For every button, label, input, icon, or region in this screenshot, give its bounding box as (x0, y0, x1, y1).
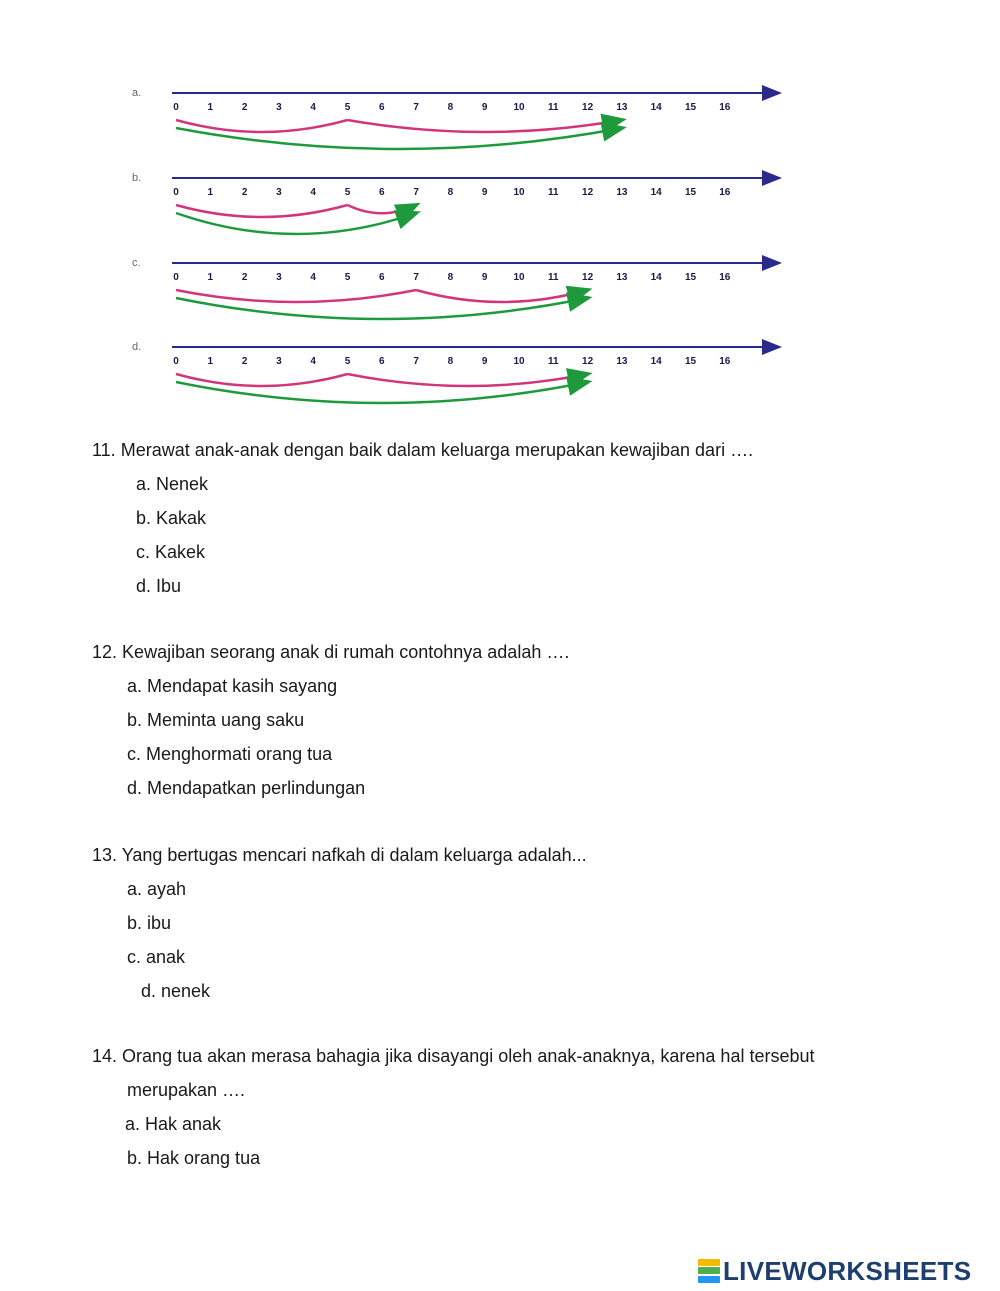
number-line-tick-label: 8 (447, 102, 454, 113)
number-line-tick-label: 9 (481, 187, 488, 198)
number-line-tick-label: 13 (616, 187, 628, 198)
number-line-tick-label: 8 (447, 356, 454, 367)
option-c[interactable] (92, 535, 753, 569)
question-12 (92, 635, 569, 805)
option-b[interactable] (92, 501, 753, 535)
option-d[interactable] (92, 974, 587, 1008)
option-list (92, 1107, 815, 1175)
pink-jump-arc (348, 205, 417, 213)
option-label: d. nenek (141, 981, 211, 1001)
number-line-tick-label: 5 (344, 272, 351, 283)
option-label: a. Nenek (136, 474, 209, 494)
number-line-tick-label: 6 (379, 272, 385, 283)
option-a[interactable] (92, 467, 753, 501)
logo-bar-yellow (698, 1259, 720, 1266)
pink-jump-arc (348, 374, 588, 386)
question-13 (92, 838, 587, 1008)
number-line-figure (0, 0, 1000, 420)
question-number: 11. (92, 440, 116, 460)
number-line-tick-label: 15 (684, 102, 697, 113)
number-line-tick-label: 11 (548, 102, 559, 113)
number-line-tick-label: 12 (582, 356, 594, 367)
option-list (92, 872, 587, 1008)
question-text-continued: merupakan …. (127, 1080, 246, 1100)
question-text: Orang tua akan merasa bahagia jika disayangi oleh anak-anaknya, karena hal tersebut (122, 1046, 815, 1066)
option-list (92, 669, 569, 805)
number-line-tick-label: 3 (276, 102, 282, 113)
number-line-tick-label: 3 (276, 272, 282, 283)
number-line-tick-label: 16 (719, 356, 731, 367)
question-number: 12. (92, 642, 118, 662)
number-line-tick-label: 1 (207, 102, 214, 113)
option-d[interactable] (92, 771, 569, 805)
number-line-tick-label: 8 (447, 272, 454, 283)
option-label: d. Mendapatkan perlindungan (127, 778, 366, 798)
number-line-tick-label: 11 (548, 356, 559, 367)
number-line-tick-label: 1 (207, 356, 214, 367)
option-a[interactable] (92, 872, 587, 906)
number-line-tick-label: 8 (447, 187, 454, 198)
number-line-tick-label: 0 (173, 187, 179, 198)
number-line-tick-label: 3 (276, 356, 282, 367)
option-list (92, 467, 753, 603)
number-line-tick-label: 14 (650, 356, 662, 367)
number-line-tick-label: 2 (241, 187, 248, 198)
number-line-tick-label: 4 (310, 356, 316, 367)
question-text: Yang bertugas mencari nafkah di dalam keluarga adalah... (121, 845, 587, 865)
pink-jump-arc (416, 290, 587, 302)
question-number: 13. (92, 845, 118, 865)
option-label: d. Ibu (136, 576, 182, 596)
number-line-tick-label: 7 (413, 102, 419, 113)
number-line-tick-label: 14 (650, 102, 662, 113)
option-label: c. anak (127, 947, 186, 967)
question-11 (92, 433, 753, 603)
number-line-tick-label: 4 (310, 272, 316, 283)
logo-bar-blue (698, 1276, 720, 1283)
option-label: a. ayah (127, 879, 187, 899)
number-line-tick-label: 1 (207, 272, 214, 283)
option-a[interactable] (92, 669, 569, 703)
number-line-tick-label: 7 (413, 272, 419, 283)
number-line-tick-label: 10 (513, 272, 525, 283)
option-label: b. Meminta uang saku (127, 710, 305, 730)
number-line-tick-label: 9 (481, 356, 488, 367)
number-line-label: c. (132, 257, 141, 269)
number-line-tick-label: 2 (241, 356, 248, 367)
number-line-tick-label: 16 (719, 272, 731, 283)
question-number: 14. (92, 1046, 118, 1066)
liveworksheets-icon (698, 1259, 720, 1283)
number-line-tick-label: 10 (513, 102, 525, 113)
number-line-tick-label: 0 (173, 272, 179, 283)
option-label: b. Hak orang tua (127, 1148, 261, 1168)
number-line-tick-label: 3 (276, 187, 282, 198)
number-line-tick-label: 15 (684, 356, 697, 367)
number-line-tick-label: 11 (548, 187, 559, 198)
number-line-tick-label: 11 (548, 272, 559, 283)
option-b[interactable] (92, 703, 569, 737)
liveworksheets-logo[interactable] (698, 1255, 971, 1287)
option-label: a. Mendapat kasih sayang (127, 676, 338, 696)
number-line-tick-label: 12 (582, 272, 594, 283)
option-label: a. Hak anak (125, 1114, 222, 1134)
question-text: Kewajiban seorang anak di rumah contohnya adalah …. (122, 642, 570, 662)
number-line-tick-label: 13 (616, 102, 628, 113)
option-label: b. Kakak (136, 508, 207, 528)
number-line-tick-label: 12 (582, 187, 594, 198)
number-line-tick-label: 15 (684, 272, 697, 283)
number-line-tick-label: 14 (650, 187, 662, 198)
question-14 (92, 1039, 815, 1175)
option-d[interactable] (92, 569, 753, 603)
number-line-tick-label: 4 (310, 102, 316, 113)
number-line-tick-label: 15 (684, 187, 697, 198)
number-line-tick-label: 5 (344, 356, 351, 367)
number-line-tick-label: 13 (616, 272, 628, 283)
number-line-tick-label: 2 (241, 272, 248, 283)
option-c[interactable] (92, 737, 569, 771)
number-line-tick-label: 4 (310, 187, 316, 198)
pink-jump-arc (176, 205, 348, 217)
logo-bar-green (698, 1267, 720, 1274)
number-line-tick-label: 2 (241, 102, 248, 113)
number-line-tick-label: 5 (344, 102, 351, 113)
number-line-tick-label: 7 (413, 187, 419, 198)
number-line-tick-label: 0 (173, 356, 179, 367)
option-b[interactable] (92, 906, 587, 940)
pink-jump-arc (348, 120, 622, 132)
number-line-tick-label: 1 (207, 187, 214, 198)
number-line-tick-label: 16 (719, 102, 731, 113)
number-line-tick-label: 0 (173, 102, 179, 113)
pink-jump-arc (176, 290, 416, 302)
number-line-label: b. (132, 172, 142, 184)
number-line-tick-label: 14 (650, 272, 662, 283)
number-line-tick-label: 6 (379, 102, 385, 113)
option-label: c. Menghormati orang tua (127, 744, 333, 764)
option-b[interactable] (92, 1141, 815, 1175)
number-line-tick-label: 9 (481, 102, 488, 113)
number-line-tick-label: 6 (379, 187, 385, 198)
pink-jump-arc (176, 120, 348, 132)
number-line-tick-label: 10 (513, 356, 525, 367)
option-a[interactable] (92, 1107, 815, 1141)
number-line-label: a. (132, 87, 142, 99)
brand-name: LIVEWORKSHEETS (723, 1255, 972, 1286)
number-line-tick-label: 6 (379, 356, 385, 367)
question-text: Merawat anak-anak dengan baik dalam keluarga merupakan kewajiban dari …. (120, 440, 754, 460)
number-line-label: d. (132, 341, 142, 353)
number-line-tick-label: 16 (719, 187, 731, 198)
number-line-tick-label: 13 (616, 356, 628, 367)
number-line-tick-label: 10 (513, 187, 525, 198)
pink-jump-arc (176, 374, 348, 386)
number-line-tick-label: 5 (344, 187, 351, 198)
option-c[interactable] (92, 940, 587, 974)
option-label: b. ibu (127, 913, 172, 933)
number-line-tick-label: 7 (413, 356, 419, 367)
number-line-tick-label: 12 (582, 102, 594, 113)
number-line-tick-label: 9 (481, 272, 488, 283)
option-label: c. Kakek (136, 542, 206, 562)
